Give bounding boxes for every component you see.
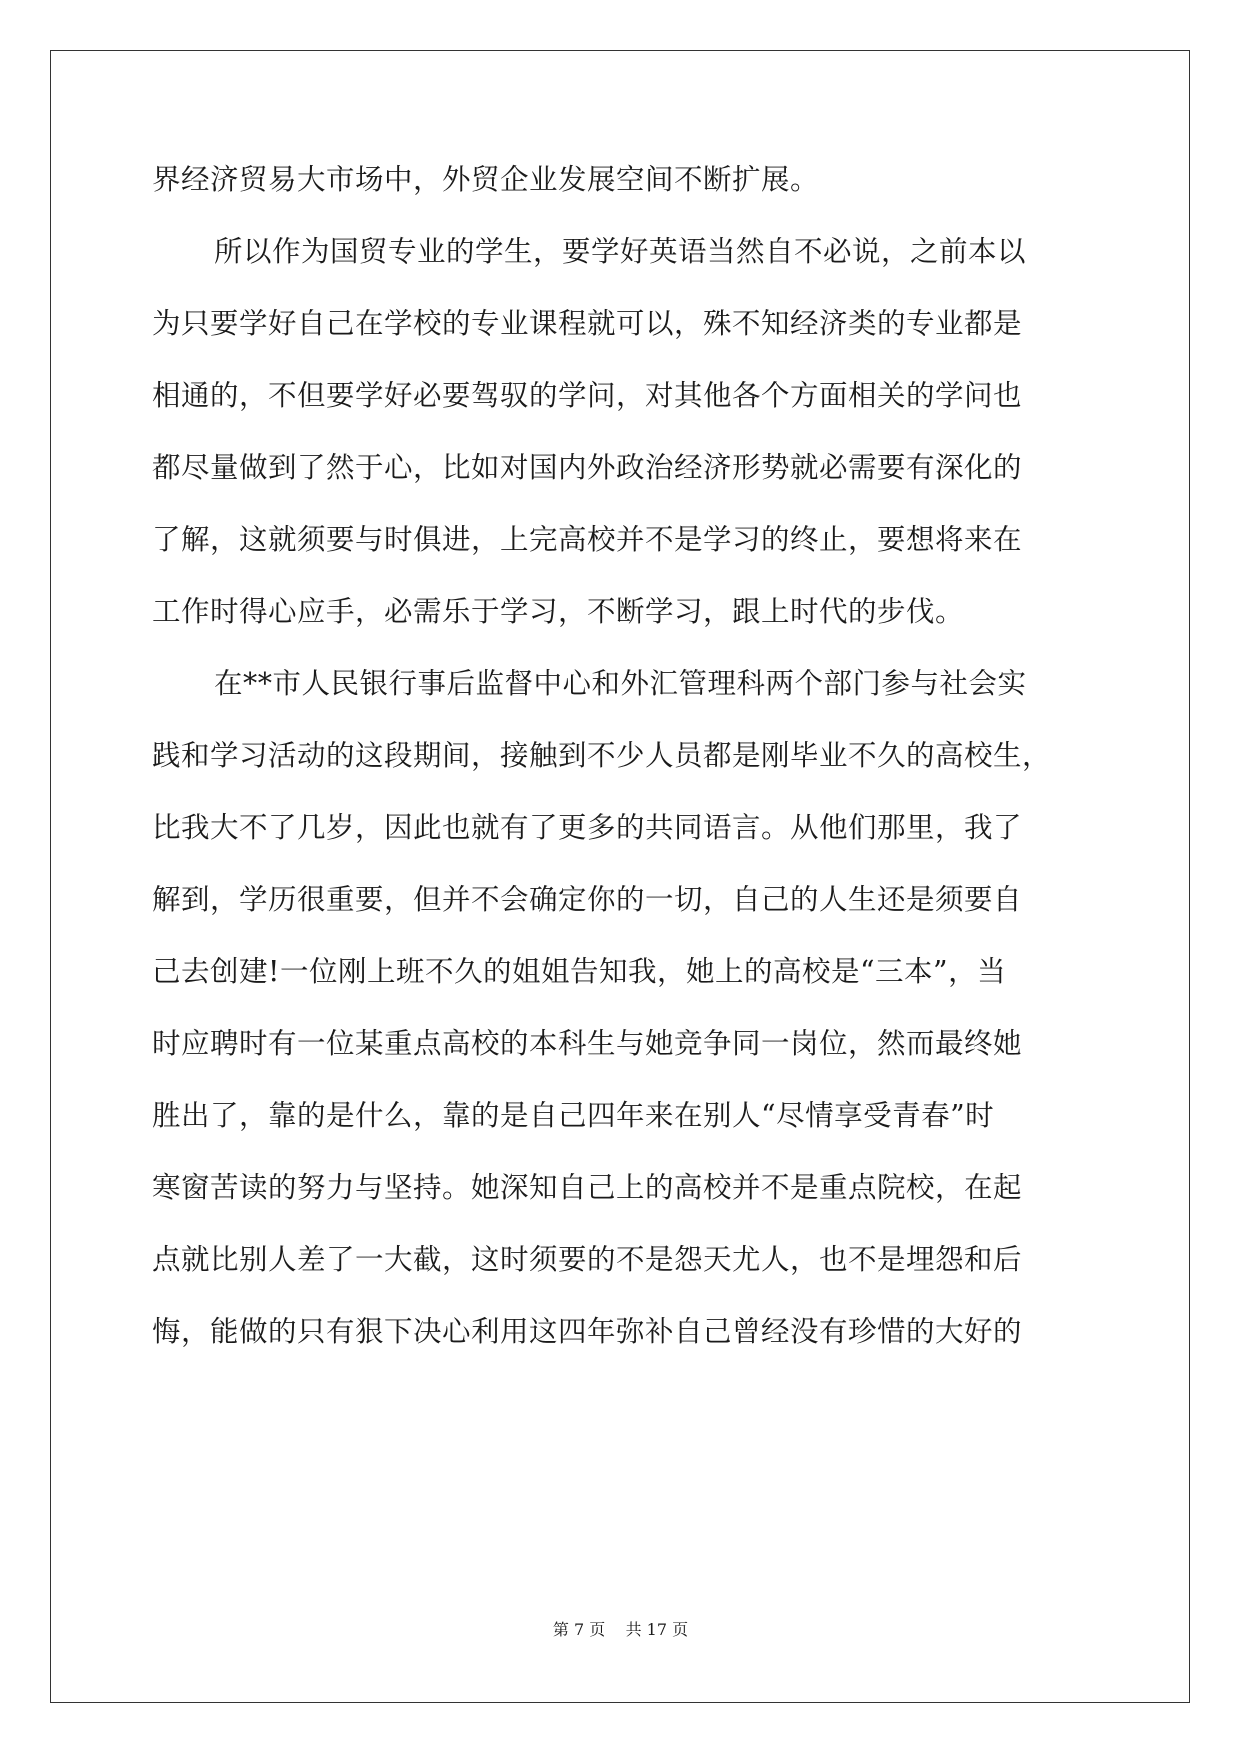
text-line: 在**市人民银行事后监督中心和外汇管理科两个部门参与社会实 bbox=[214, 667, 1027, 700]
text-line: 时应聘时有一位某重点高校的本科生与她竞争同一岗位，然而最终她 bbox=[152, 1027, 1023, 1060]
text-line: 点就比别人差了一大截，这时须要的不是怨天尤人，也不是埋怨和后 bbox=[152, 1243, 1023, 1276]
text-line: 为只要学好自己在学校的专业课程就可以，殊不知经济类的专业都是 bbox=[152, 307, 1023, 340]
text-line: 践和学习活动的这段期间，接触到不少人员都是刚毕业不久的高校生， bbox=[152, 739, 1052, 772]
page-border bbox=[50, 50, 1190, 1703]
text-line: 界经济贸易大市场中，外贸企业发展空间不断扩展。 bbox=[152, 163, 820, 196]
text-line: 了解，这就须要与时俱进，上完高校并不是学习的终止，要想将来在 bbox=[152, 523, 1023, 556]
text-line: 比我大不了几岁，因此也就有了更多的共同语言。从他们那里，我了 bbox=[152, 811, 1023, 844]
text-line: 所以作为国贸专业的学生，要学好英语当然自不必说，之前本以 bbox=[214, 235, 1027, 268]
text-line: 工作时得心应手，必需乐于学习，不断学习，跟上时代的步伐。 bbox=[152, 595, 965, 628]
text-line: 相通的，不但要学好必要驾驭的学问，对其他各个方面相关的学问也 bbox=[152, 379, 1023, 412]
text-line: 都尽量做到了然于心，比如对国内外政治经济形势就必需要有深化的 bbox=[152, 451, 1023, 484]
text-line: 己去创建!一位刚上班不久的姐姐告知我，她上的高校是“三本”，当 bbox=[152, 955, 1007, 988]
text-line: 胜出了，靠的是什么，靠的是自己四年来在别人“尽情享受青春”时 bbox=[152, 1099, 995, 1132]
text-line: 解到，学历很重要，但并不会确定你的一切，自己的人生还是须要自 bbox=[152, 883, 1023, 916]
page-number-footer: 第 7 页 共 17 页 bbox=[552, 1620, 689, 1639]
text-line: 寒窗苦读的努力与坚持。她深知自己上的高校并不是重点院校，在起 bbox=[152, 1171, 1023, 1204]
text-line: 悔，能做的只有狠下决心利用这四年弥补自己曾经没有珍惜的大好的 bbox=[152, 1315, 1023, 1348]
